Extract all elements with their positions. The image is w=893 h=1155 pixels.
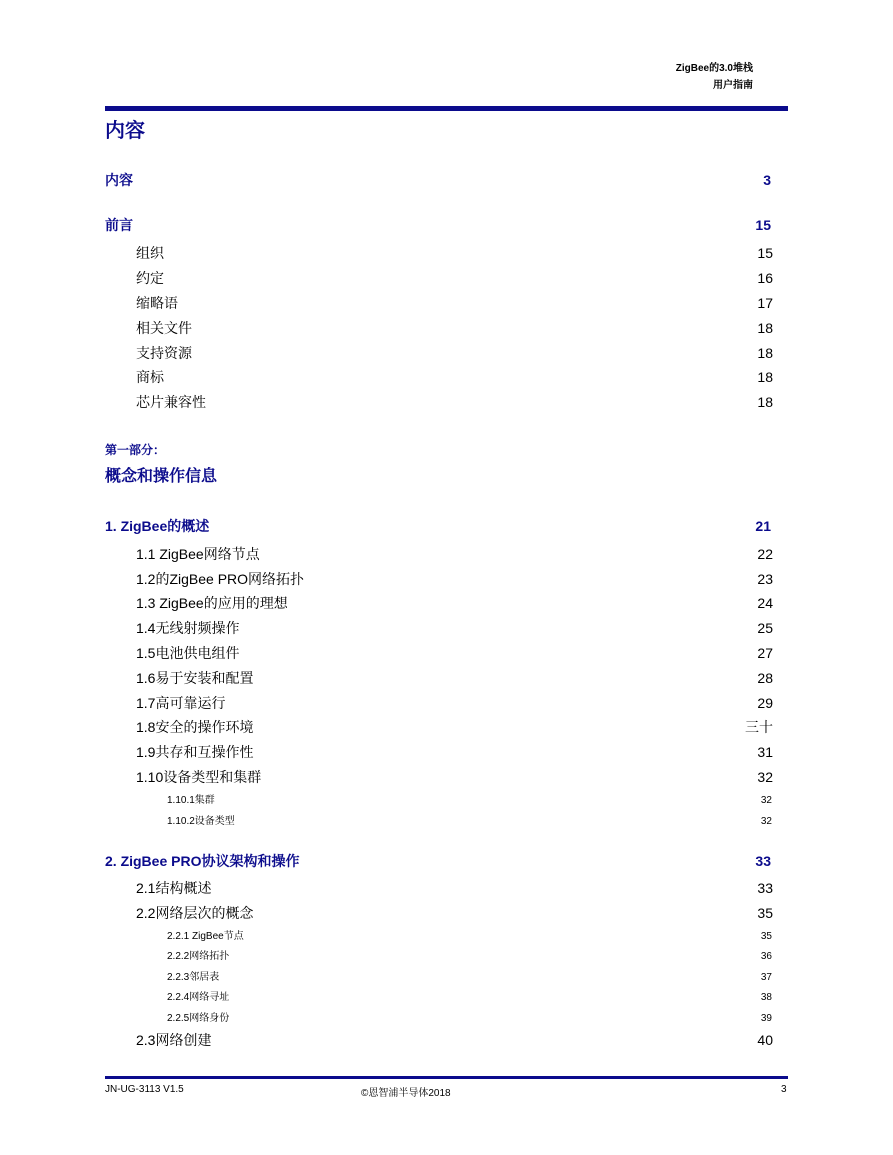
- toc-entry-label: 商标: [136, 369, 164, 385]
- toc-entry-page: 31: [757, 744, 773, 760]
- toc-entry-label: 前言: [105, 217, 133, 233]
- toc-entry-label: 2.2.5网络身份: [167, 1013, 230, 1024]
- toc-entry-page: 32: [760, 816, 772, 827]
- toc-entry[interactable]: [136, 268, 773, 288]
- footer-doc-id: JN-UG-3113 V1.5: [105, 1084, 184, 1095]
- toc-entry-label: 2. ZigBee PRO协议架构和操作: [105, 853, 300, 869]
- toc-entry-page: 18: [757, 394, 773, 410]
- toc-entry[interactable]: [136, 903, 773, 923]
- toc-entry-page: 32: [757, 769, 773, 785]
- toc-entry-label: 内容: [105, 172, 133, 188]
- header-title: ZigBee的3.0堆栈: [675, 63, 753, 74]
- toc-entry-label: 1.9共存和互操作性: [136, 744, 254, 760]
- toc-entry-label: 1.2的ZigBee PRO网络拓扑: [136, 571, 305, 587]
- toc-entry-label: 2.3网络创建: [136, 1032, 212, 1048]
- toc-entry-page: 17: [757, 295, 773, 311]
- toc-entry-label: 组织: [136, 245, 164, 261]
- toc-entry-label: 芯片兼容性: [136, 394, 206, 410]
- toc-entry-page: 27: [757, 645, 773, 661]
- toc-entry-page: 29: [757, 695, 773, 711]
- toc-entry[interactable]: [136, 742, 773, 762]
- toc-entry-label: 相关文件: [136, 320, 192, 336]
- toc-entry[interactable]: [136, 569, 773, 589]
- toc-entry-label: 1.7高可靠运行: [136, 695, 226, 711]
- toc-entry-page: 15: [755, 217, 771, 233]
- toc-entry-label: 2.2.2网络拓扑: [167, 951, 230, 962]
- toc-entry[interactable]: [167, 791, 772, 806]
- toc-entry-page: 15: [757, 245, 773, 261]
- toc-entry-page: 18: [757, 320, 773, 336]
- toc-entry-page: 22: [757, 546, 773, 562]
- part-label: 第一部分：: [105, 443, 166, 457]
- toc-entry[interactable]: [167, 988, 772, 1003]
- footer-page-number: 3: [781, 1084, 787, 1095]
- toc-entry[interactable]: [167, 947, 772, 962]
- toc-entry-page: 16: [757, 270, 773, 286]
- toc-entry-page: 40: [757, 1032, 773, 1048]
- toc-entry-label: 1. ZigBee的概述: [105, 518, 210, 534]
- toc-entry-label: 2.1结构概述: [136, 880, 212, 896]
- toc-entry-page: 36: [760, 951, 772, 962]
- toc-entry-label: 支持资源: [136, 345, 192, 361]
- toc-entry-page: 28: [757, 670, 773, 686]
- toc-entry-label: 1.10.2设备类型: [167, 816, 235, 827]
- toc-entry-page: 18: [757, 369, 773, 385]
- toc-entry-label: 缩略语: [136, 295, 178, 311]
- toc-entry-label: 1.5电池供电组件: [136, 645, 240, 661]
- toc-entry-page: 3: [763, 172, 771, 188]
- toc-entry-label: 约定: [136, 270, 164, 286]
- toc-entry-page: 38: [760, 992, 772, 1003]
- toc-entry-page: 35: [757, 905, 773, 921]
- toc-entry-label: 1.4无线射频操作: [136, 620, 240, 636]
- toc-entry[interactable]: [136, 643, 773, 663]
- toc-entry-page: 23: [757, 571, 773, 587]
- toc-entry[interactable]: [136, 318, 773, 338]
- toc-entry-page: 24: [757, 595, 773, 611]
- toc-entry[interactable]: [136, 767, 773, 787]
- toc-entry-label: 2.2.3邻居表: [167, 972, 220, 983]
- toc-entry[interactable]: [136, 593, 773, 613]
- toc-entry[interactable]: [167, 927, 772, 942]
- toc-entry-page: 三十: [745, 719, 773, 735]
- toc-entry[interactable]: [105, 516, 771, 536]
- toc-entry-page: 18: [757, 345, 773, 361]
- toc-entry-label: 2.2.1 ZigBee节点: [167, 931, 244, 942]
- toc-entry-label: 1.10.1集群: [167, 795, 215, 806]
- toc-entry-label: 1.1 ZigBee网络节点: [136, 546, 260, 562]
- part-title: 概念和操作信息: [105, 468, 218, 485]
- toc-entry[interactable]: [136, 544, 773, 564]
- toc-entry[interactable]: [105, 170, 771, 190]
- toc-entry[interactable]: [105, 215, 771, 235]
- toc-entry[interactable]: [136, 367, 773, 387]
- toc-entry[interactable]: [167, 1009, 772, 1024]
- toc-entry-page: 39: [760, 1013, 772, 1024]
- toc-entry-label: 2.2.4网络寻址: [167, 992, 230, 1003]
- toc-entry-page: 21: [755, 518, 771, 534]
- toc-entry[interactable]: [136, 1030, 773, 1050]
- toc-entry-page: 37: [760, 972, 772, 983]
- toc-entry[interactable]: [136, 243, 773, 263]
- footer-copyright: ©恩智浦半导体2018: [361, 1088, 451, 1099]
- footer-rule: [105, 1076, 788, 1079]
- toc-entry[interactable]: [136, 392, 773, 412]
- header-subtitle: 用户指南: [713, 80, 753, 91]
- toc-entry[interactable]: [136, 618, 773, 638]
- toc-entry-label: 2.2网络层次的概念: [136, 905, 254, 921]
- toc-entry[interactable]: [136, 878, 773, 898]
- page-title: 内容: [105, 120, 145, 142]
- toc-entry-page: 35: [760, 931, 772, 942]
- toc-entry-label: 1.8安全的操作环境: [136, 719, 254, 735]
- toc-entry[interactable]: [105, 851, 771, 871]
- toc-entry[interactable]: [167, 968, 772, 983]
- toc-entry-page: 33: [757, 880, 773, 896]
- toc-entry[interactable]: [136, 668, 773, 688]
- toc-entry[interactable]: [136, 293, 773, 313]
- toc-entry-page: 32: [760, 795, 772, 806]
- toc-entry-page: 25: [757, 620, 773, 636]
- toc-entry-page: 33: [755, 853, 771, 869]
- toc-entry-label: 1.6易于安装和配置: [136, 670, 254, 686]
- toc-entry[interactable]: [136, 717, 773, 737]
- toc-entry[interactable]: [136, 343, 773, 363]
- toc-entry[interactable]: [136, 693, 773, 713]
- toc-entry[interactable]: [167, 812, 772, 827]
- toc-entry-label: 1.3 ZigBee的应用的理想: [136, 595, 288, 611]
- toc-entry-label: 1.10设备类型和集群: [136, 769, 262, 785]
